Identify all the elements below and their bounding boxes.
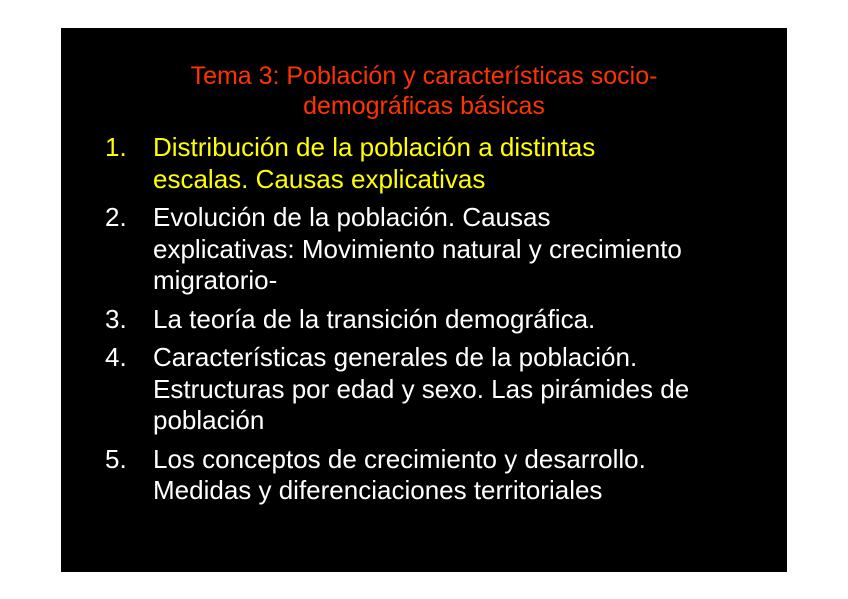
item-line: Evolución de la población. Causas xyxy=(153,202,551,232)
topic-item-2 xyxy=(61,202,787,297)
item-line: La teoría de la transición demográfica. xyxy=(153,303,596,334)
topic-item-1 xyxy=(61,132,787,195)
item-text xyxy=(153,132,787,195)
item-line: explicativas: Movimiento natural y crecimiento xyxy=(153,233,682,264)
title-line: demográficas básicas xyxy=(303,92,545,120)
item-text xyxy=(153,304,787,336)
item-line: Estructuras por edad y sexo. Las pirámides de xyxy=(153,373,690,404)
item-line: Características generales de la población. xyxy=(153,342,638,372)
item-line: escalas. Causas explicativas xyxy=(153,163,486,194)
item-line: Medidas y diferenciaciones territoriales xyxy=(153,475,603,505)
title-line: Tema 3: Población y características socio- xyxy=(190,62,658,90)
item-text xyxy=(153,444,787,507)
item-number: 1. xyxy=(105,132,127,162)
item-line: Distribución de la población a distintas xyxy=(153,132,596,162)
item-text xyxy=(153,202,787,297)
slide xyxy=(61,28,787,572)
item-number: 2. xyxy=(105,202,127,232)
item-line: Los conceptos de crecimiento y desarrollo. xyxy=(153,443,646,474)
item-text xyxy=(153,342,787,437)
slide-title xyxy=(61,61,787,121)
item-number: 4. xyxy=(105,342,127,372)
topic-list xyxy=(61,132,787,514)
item-number: 5. xyxy=(105,443,127,474)
item-line: población xyxy=(153,405,265,435)
topic-item-4 xyxy=(61,342,787,437)
topic-item-5 xyxy=(61,444,787,507)
topic-item-3 xyxy=(61,304,787,336)
item-number: 3. xyxy=(105,303,127,334)
item-line: migratorio- xyxy=(153,265,278,295)
